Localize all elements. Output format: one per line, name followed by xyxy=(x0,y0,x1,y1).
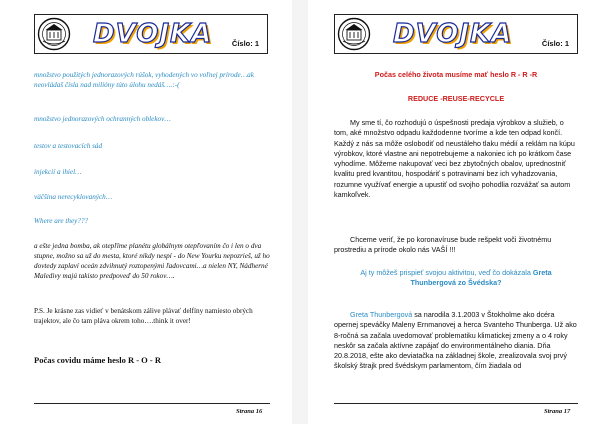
greta-name: Greta Thunbergová xyxy=(350,310,413,319)
greta-name-bold: Greta Thunbergová zo Švédska? xyxy=(410,268,552,288)
article-title: Počas celého života musíme mať heslo R - R -R xyxy=(374,70,538,79)
left-page xyxy=(0,0,292,424)
paragraph-greta-question xyxy=(334,268,578,289)
paragraph-injections: injekcií a ihiel… xyxy=(34,168,82,176)
paragraph-respect: Chceme veriť, že po koronavíruse bude rešpekt voči životnému prostrediu a prírode okolo nás VAŠÍ !!! xyxy=(334,235,552,255)
paragraph-greta-bio xyxy=(334,310,578,372)
paragraph-consumers: My sme tí, čo rozhodujú o úspešnosti predaja výrobkov a služieb, o tom, aké množstvo odpadu každodenne tvoríme a kde ten odpad končí. Každý z nás sa môže oslobodiť od neustáleho tlaku médií a reklám na kúpu výrobkov, ktoré vlastne ani nepotrebujeme a nakoniec ich po krátkom čase vyhodíme. Môžeme nakupovať veci bez zbytočných obalov, uprednostniť kvalitu pred kvantitou, hospodáriť s potravinami bez ich vyhadzovania, rozumne využívať energie a upustiť od svojho pohodlia rozvážať sa autom kamkoľvek. xyxy=(334,118,575,200)
school-logo-icon xyxy=(337,17,371,51)
masthead-title: DVOJKA xyxy=(93,19,213,49)
greta-bio-text: sa narodila 3.1.2003 v Štokholme ako dcéra opernej speváčky Maleny Ernmanovej a herca Svanteho Thunberga. Už ako 8-ročná sa začala uvedomovať problematiku klimatickej zmeny a o 4 roky neskôr sa začala aktívne zapájať do environmentálneho diania. Dňa 20.8.2018, ešte ako deviatačka na základnej škole, zrealizovala svoj prvý školský štrajk pred švédskym parlamentom, čím žiadala od xyxy=(334,310,577,371)
right-page xyxy=(308,0,600,424)
issue-number: Číslo: 1 xyxy=(541,39,569,48)
greta-question-text: Aj ty môžeš prispieť svojou aktivitou, veď čo dokázala xyxy=(360,268,533,277)
masthead-title: DVOJKA xyxy=(393,19,513,49)
paragraph-warming: a ešte jedna bomba, ak otepľíme planétu globálnym otepľovaním čo i len o dva stupne, možno sa už do mesta, ktoré nikdy nespí - do New Yourku nepozrieš, už ho dovtedy zaplaví oceán zdvihnutý roztopenými ľadovcami…a nielen NY, Nádherné Maledivy majú takisto predpoveď do 50 rokov…. xyxy=(34,242,270,280)
footer-divider xyxy=(34,403,270,404)
article-subtitle: REDUCE -REUSE-RECYCLE xyxy=(407,94,505,103)
paragraph-ps: P.S. Je krásne zas vidieť v benátskom zálive plávať delfíny namiesto obrých trajektov, ale čo tam pláva okrem toho….think it over! xyxy=(34,307,253,325)
newsletter-header xyxy=(34,14,268,54)
footer-divider xyxy=(334,403,578,404)
paragraph-where: Where are they??? xyxy=(34,217,89,225)
paragraph-unrecycled: väčšina nerecyklovaných… xyxy=(34,193,113,201)
page-number: Strana 17 xyxy=(544,408,571,415)
page-gutter xyxy=(292,0,308,424)
newsletter-header xyxy=(334,14,578,54)
school-logo-icon xyxy=(37,17,71,51)
paragraph-masks: množstvo použitých jednorazových rúšok, vyhodených vo voľnej prírode…ak neovládaš čísla nad milióny túto úlohu nedáš….:-( xyxy=(34,71,254,89)
paragraph-suits: množstvo jednorazových ochranných oblekov… xyxy=(34,115,171,123)
issue-number: Číslo: 1 xyxy=(231,39,259,48)
paragraph-tests: testov a testovacích sád xyxy=(34,142,103,150)
page-number: Strana 16 xyxy=(236,408,263,415)
covid-motto: Počas covidu máme heslo R - O - R xyxy=(34,355,162,365)
